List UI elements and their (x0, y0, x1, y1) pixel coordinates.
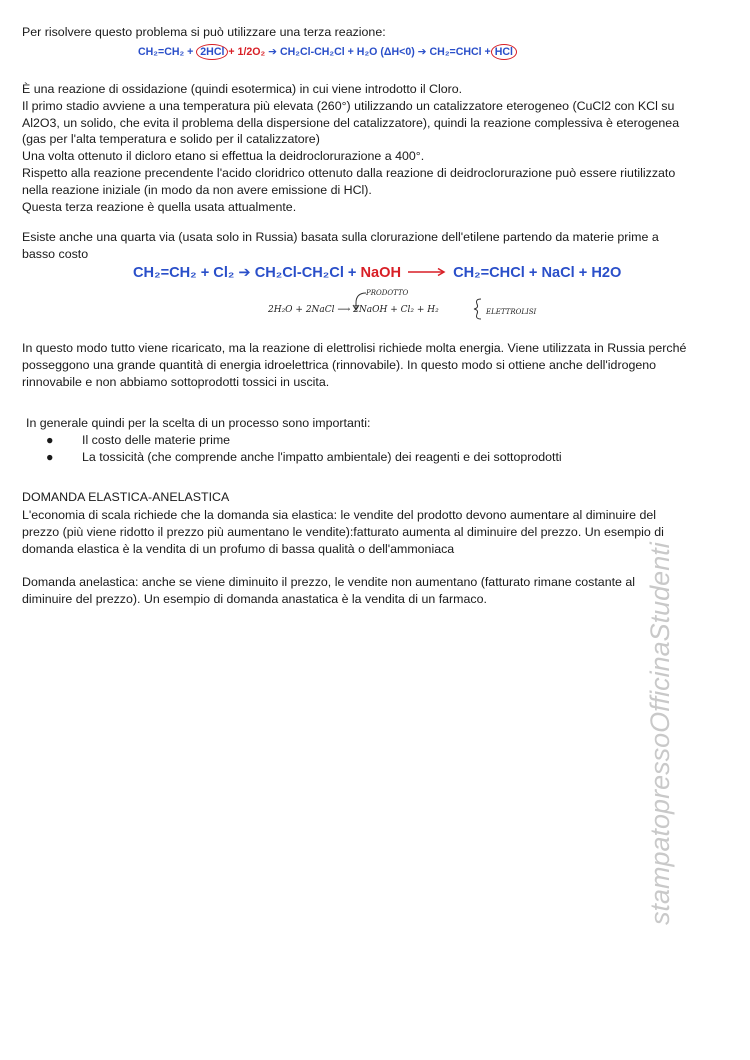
bullet-icon: ● (46, 433, 54, 447)
brace-icon (472, 297, 486, 321)
handwritten-elettrolisi: ELETTROLISI (486, 308, 537, 316)
eq2-left: CH₂=CH₂ + Cl₂ ➔ CH₂Cl-CH₂Cl + (133, 265, 361, 281)
text-line: In questo modo tutto viene ricaricato, ma la reazione di elettrolisi richiede molta energia. Viene utilizzata in Russia perché (22, 341, 687, 355)
text-line: rinnovabile e non abbiamo sottoprodotti tossici in uscita. (22, 374, 330, 389)
eq1-circled-hcl-reactant (196, 44, 228, 60)
eq2-right: CH₂=CHCl + NaCl + H2O (453, 265, 622, 281)
chlorination-equation (133, 264, 621, 281)
eq1-hcl-product: HCl (494, 46, 513, 58)
text-line: domanda elastica è la vendita di un profumo di bassa qualità o dell'ammoniaca (22, 541, 455, 556)
list-item-text: La tossicità (che comprende anche l'impatto ambientale) dei reagenti e dei sottoprodotti (82, 450, 562, 464)
paragraph-electrolysis (22, 340, 722, 390)
text-line: Al2O3, un solido, che evita il problema della dispersione del catalizzatore), quindi la reazione complessiva è eterogenea (22, 115, 680, 130)
text-line: basso costo (22, 246, 89, 261)
eq1-hcl-reactant: 2HCl (200, 46, 225, 58)
paragraph-inelastic-demand (22, 574, 722, 608)
process-criteria-list (26, 415, 562, 466)
eq1-reactant: CH₂=CH₂ + (138, 46, 197, 58)
text-line: diminuire del prezzo). Un esempio di domanda anastatica è la vendita di un farmaco. (22, 591, 487, 606)
text-line: (gas per l'alta temperatura e solido per il catalizzatore) (22, 132, 320, 147)
eq1-oxygen: + 1/2O₂ (228, 46, 266, 58)
oxychlorination-equation (138, 44, 517, 60)
handwritten-prodotto: PRODOTTO (366, 289, 409, 297)
arrow-icon (407, 265, 447, 281)
list-item (26, 449, 562, 466)
paragraph-elastic-demand (22, 507, 722, 557)
handwritten-electrolysis: 2H₂O + 2NaCl ⟶ 2NaOH + Cl₂ + H₂ (268, 305, 439, 315)
eq1-middle: ➔ CH₂Cl-CH₂Cl + H₂O (ΔH<0) ➔ (265, 46, 430, 58)
text-line: Esiste anche una quarta via (usata solo in Russia) basata sulla clorurazione dell'etilene partendo da materie prime a (22, 230, 659, 244)
text-line: prezzo (più viene ridotto il prezzo più aumentano le vendite):fatturato aumenta al diminuire del prezzo. Un esempio di (22, 524, 664, 539)
text-line: L'economia di scala richiede che la domanda sia elastica: le vendite del prodotto devono aumentare al diminuire del (22, 508, 656, 522)
watermark: stampatopressoOfficinaStudenti (645, 542, 675, 925)
eq2-naoh: NaOH (360, 265, 402, 281)
bullet-icon: ● (46, 450, 54, 464)
text-line: Domanda anelastica: anche se viene diminuito il prezzo, le vendite non aumentano (fatturato rimane costante al (22, 575, 636, 589)
eq1-product: CH₂=CHCl + (429, 46, 491, 58)
list-heading: In generale quindi per la scelta di un processo sono importanti: (26, 416, 371, 430)
text-line: Il primo stadio avviene a una temperatura più elevata (260°) utilizzando un catalizzatore eterogeneo (CuCl2 con KCl su (22, 98, 675, 113)
paragraph-oxidation (22, 81, 722, 215)
intro-text: Per risolvere questo problema si può utilizzare una terza reazione: (22, 25, 386, 39)
text-line: È una reazione di ossidazione (quindi esotermica) in cui viene introdotto il Cloro. (22, 82, 463, 96)
text-line: Questa terza reazione è quella usata attualmente. (22, 199, 297, 214)
eq1-circled-hcl-product (491, 44, 517, 60)
list-item (26, 432, 562, 449)
list-item-text: Il costo delle materie prime (82, 433, 231, 447)
text-line: nella reazione iniziale (in modo da non avere emissione di HCl). (22, 182, 372, 197)
paragraph-fourth-route (22, 229, 722, 263)
section-heading: DOMANDA ELASTICA-ANELASTICA (22, 490, 230, 504)
text-line: Rispetto alla reazione precendente l'acido cloridrico ottenuto dalla reazione di deidroclorurazione può essere riutilizzato (22, 165, 676, 180)
text-line: Una volta ottenuto il dicloro etano si effettua la deidroclorurazione a 400°. (22, 149, 425, 164)
text-line: posseggono una grande quantità di energia idroelettrica (rinnovabile). In questo modo si ottiene anche dell'idrogeno (22, 357, 657, 372)
